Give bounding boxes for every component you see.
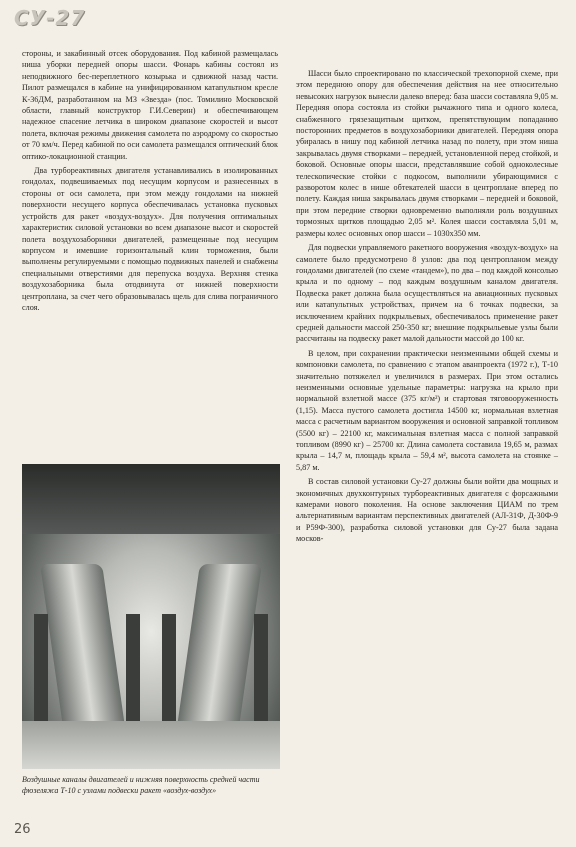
photo-caption: Воздушные каналы двигателей и нижняя поверхность средней части фюзеляжа Т-10 с узлами подвески ракет «воздух-воздух» (22, 775, 260, 795)
photo-left-air-intake (40, 564, 126, 734)
aircraft-underside-photo (22, 464, 280, 769)
paragraph: Шасси было спроектировано по классической трехопорной схеме, при этом переднюю опору для обеспечения действия на нее относительно невысоких нагрузок вынесли далеко вперед: база шасси составляла 9,05 м. Передняя опора состояла из стойки рычажного типа и одного колеса, снабженного грязезащитным щитком, препятствующим попаданию посторонних предметов в воздухозаборники двигателей. Передняя опора убиралась в нишу под кабиной летчика назад по полету, при этом ниша закрывалась двумя створками – передней, установленной перед стойкой, и боковой. Основные опоры шасси, представлявшие собой одноколесные телескопические стойки с подкосом, выполнили убирающимися с разворотом колес в нише обтекателей шасси в центроплане вперед по полету. Каждая ниша закрывалась двумя створками – передней и боковой, при этом передние створки одновременно выполняли роль воздушных тормозных щитков площадью 2,05 м². Колея шасси составляла 5,01 м, размеры колес основных опор шасси – 1030x350 мм. (296, 69, 558, 238)
photo-pylon (34, 614, 48, 724)
photo-pylon (162, 614, 176, 724)
right-text-column (296, 68, 558, 545)
photo-pylon (254, 614, 268, 724)
photo-right-air-intake (176, 564, 262, 734)
photo-floor (22, 721, 280, 769)
paragraph: стороны, и закабинный отсек оборудования. Под кабиной размещалась ниша уборки передней опоры шасси. Фонарь кабины состоял из неподвижного бес-переплетного козырька и сдвижной назад части. Пилот размещался в кабине на унифицированном катапультном кресле К-36ДМ, разработанном на МЗ «Звезда» (пос. Томилино Московской области, главный конструктор Г.И.Северин) и обеспечивающем надежное спасение летчика в широком диапазоне скоростей и высот полета, включая режимы движения самолета по аэродрому со скоростью от 70 км/ч. Перед кабиной по оси самолета размещался оптический блок оптико-локационной станции. (22, 49, 278, 161)
left-text-column (22, 48, 278, 313)
photo-hangar-ceiling (22, 464, 280, 534)
publication-logo: СУ-27 (14, 6, 86, 30)
paragraph: Два турбореактивных двигателя устанавливались в изолированных гондолах, подвешиваемых под несущим корпусом и разнесенных в стороны от оси самолета, при этом между гондолами на нижней поверхности несущего корпуса обеспечивалась установка пусковых устройств для ракет «воздух-воздух». Для получения оптимальных характеристик силовой установки во всем диапазоне высот и скоростей полета воздухозаборники двигателей, размещенные под несущим корпусом и имевшие горизонтальный клин торможения, были выполнены регулируемыми с помощью подвижных панелей и снабжены специальными отверстиями для перепуска воздуха. Верхняя стенка воздухозаборника была отодвинута от нижней поверхности центроплана, за счет чего образовывалась щель для слива пограничного слоя. (22, 166, 278, 312)
paragraph: Для подвески управляемого ракетного вооружения «воздух-воздух» на самолете было предусмотрено 8 узлов: два под центропланом между гондолами двигателей (по схеме «тандем»), по два – под каждой консолью крыла и по одному – под каждым воздушным каналом двигателя. Подвеска ракет должна была осуществляться на авиационных пусковых или катапультных устройствах, причем на 6 точках подвески, за исключением крайних подкрыльевых, обеспечивалось применение ракет средней дальности массой 250-350 кг; внешние подкрыльевые узлы были рассчитаны на подвеску ракет малой дальности массой до 100 кг. (296, 243, 558, 344)
page-number: 26 (14, 822, 31, 837)
paragraph: В состав силовой установки Су-27 должны были войти два мощных и экономичных двухконтурных турбореактивных двигателя с форсажными камерами нового поколения. На основе заключения ЦИАМ по трем альтернативным вариантам перспективных двигателей (АЛ-31Ф, Д-30Ф-9 и Р59Ф-300), разработка силовой установки для Су-27 была задана москов- (296, 477, 558, 544)
photo-pylon (126, 614, 140, 724)
paragraph: В целом, при сохранении практически неизменными общей схемы и компоновки самолета, по сравнению с этапом аванпроекта (1972 г.), Т-10 значительно потяжелел и увеличился в размерах. При этом остались неизменными основные удельные параметры: нагрузка на крыло при нормальной взлетной массе (375 кг/м²) и стартовая тяговооруженность (1,15). Масса пустого самолета достигла 14500 кг, нормальная взлетная масса с расчетным вариантом вооружения и основной заправкой топливом (5500 кг) – 22100 кг, максимальная взлетная масса с полной заправкой топливом (8990 кг) – 25700 кг. Длина самолета составила 19,65 м, размах крыла – 14,7 м, площадь крыла – 59,4 м², высота самолета на стоянке – 5,87 м. (296, 348, 558, 472)
